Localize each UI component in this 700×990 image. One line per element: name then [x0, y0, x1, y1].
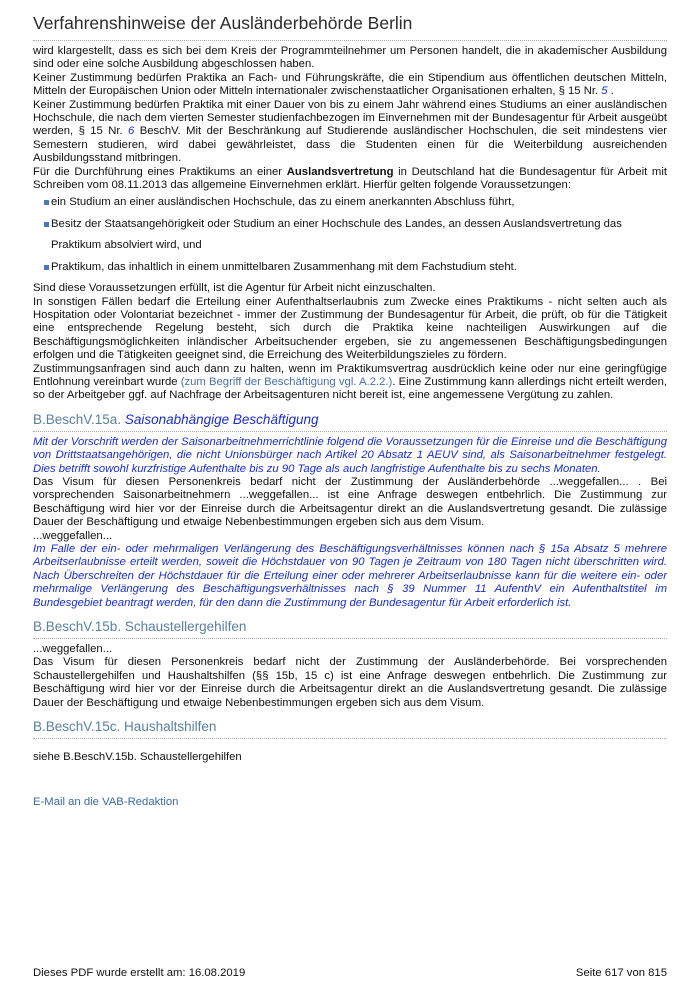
paragraph: wird klargestellt, dass es sich bei dem Kreis der Programmteilnehmer um Personen handelt, die in akademischer Ausbildung sind oder eine solche Ausbildung abgeschlossen haben.: [33, 45, 667, 71]
paragraph: Zustimmungsanfragen sind auch dann zu halten, wenn im Praktikumsvertrag ausdrücklich keine oder nur eine geringfügige Entlohnung vereinbart wurde (zum Begriff der Beschäftigung vgl. A.2.2.). Eine Zustimmung kann allerdings nicht erteilt werden, so der Arbeitgeber ggf. auf Nachfrage der Arbeitsagenturen nicht bereit ist, eine angemessene Vergütung zu zahlen.: [33, 362, 667, 402]
paragraph: Das Visum für diesen Personenkreis bedarf nicht der Zustimmung der Ausländerbehörde. Bei vorsprechenden Schaustellergehilfen und Haushaltshilfen (§§ 15b, 15 c) ist eine Anfrage deswegen entbehrlich. Die Zustimmung zur Beschäftigung wird hier vor der Einreise durch die Arbeitsagentur direkt an die Auslandsvertretung gesandt. Die zulässige Dauer der Beschäftigung und etwaige Nebenbestimmungen ergeben sich aus dem Visum.: [33, 656, 667, 709]
paragraph: Sind diese Voraussetzungen erfüllt, ist die Agentur für Arbeit nicht einzuschalten.: [33, 282, 436, 295]
bullet-icon: [44, 222, 49, 227]
created-date: Dieses PDF wurde erstellt am: 16.08.2019: [33, 967, 246, 979]
paragraph: Im Falle der ein- oder mehrmaligen Verlängerung des Beschäftigungsverhältnisses können nach § 15a Absatz 5 mehrere Arbeitserlaubnisse erteilt werden, soweit die Höchstdauer von 90 Tagen je Zeitraum von 180 Tagen nicht überschritten wird. Nach Überschreiten der Höchstdauer für die Erteilung einer oder mehrerer Arbeitserlaubnisse kann für die weitere ein- oder mehrmalige Verlängerung des Beschäftigungsverhältnisses nach § 39 Nummer 11 AufenthV ein Aufenthaltstitel im Bundesgebiet beantragt werden, für den dann die Zustimmung der Bundesagentur für Arbeit erforderlich ist.: [33, 543, 667, 609]
paragraph: In sonstigen Fällen bedarf die Erteilung einer Aufenthaltserlaubnis zum Zwecke eines Praktikums - nicht selten auch als Hospitation oder Volontariat bezeichnet - immer der Zustimmung der Bundesagentur für Arbeit, die prüft, ob für die Tätigkeit eine entsprechende Regelung besteht, sich durch die Praktika keine nachteiligen Auswirkungen auf die Beschäftigungsmöglichkeiten inländischer Arbeitsuchender ergeben, sie zu angemessenen Beschäftigungsbedingungen erfolgen und die Tätigkeiten geeignet sind, die Erreichung des Weiterbildungszieles zu fördern.: [33, 295, 667, 362]
paragraph: Keiner Zustimmung bedürfen Praktika mit einer Dauer von bis zu einem Jahr während eines Studiums an einer ausländischen Hochschule, die nach dem vierten Semester studienfachbezogen im Einvernehmen mit der Bundesagentur für Arbeit ausgeübt werden, § 15 Nr. 6 BeschV. Mit der Beschränkung auf Studierende ausländischer Hochschulen, die seit mindestens vier Semestern studieren, wird dabei gewährleistet, dass die Studenten einen für die Weiterbildung ausreichenden Ausbildungsstand mitbringen.: [33, 98, 668, 165]
bold-term: Auslandsvertretung: [286, 165, 394, 178]
paragraph: ...weggefallen...: [33, 529, 113, 542]
section-heading-15b: B.BeschV.15b. Schaustellergehilfen: [33, 618, 667, 639]
document-page: [33, 0, 667, 808]
bullet-icon: [44, 200, 49, 205]
list-item: ein Studium an einer ausländischen Hochschule, das zu einem anerkannten Abschluss führt,: [33, 196, 667, 209]
paragraph: Für die Durchführung eines Praktikums an einer Auslandsvertretung in Deutschland hat die Bundesagentur für Arbeit mit Schreiben vom 08.11.2013 das allgemeine Einvernehmen erklärt. Hierfür gelten folgende Voraussetzungen:: [33, 165, 667, 192]
requirements-list: [33, 196, 667, 274]
list-item: Besitz der Staatsangehörigkeit oder Studium an einer Hochschule des Landes, an dessen Auslandsvertretung das Praktikum absolviert wird, und: [33, 218, 667, 253]
bullet-icon: [44, 265, 49, 270]
paragraph: Mit der Vorschrift werden der Saisonarbeitnehmerrichtlinie folgend die Voraussetzungen für die Einreise und die Beschäftigung von Drittstaatsangehörigen, die nicht Unionsbürger nach Artikel 20 Absatz 1 AEUV sind, als Saisonarbeitnehmer festgelegt. Dies betrifft sowohl kurzfristige Aufenthalte bis zu 90 Tage als auch langfristige Aufenthalte bis zu sechs Monaten.: [33, 435, 667, 475]
reference-link[interactable]: 5: [601, 85, 608, 98]
page-number: Seite 617 von 815: [575, 967, 667, 979]
paragraph: siehe B.BeschV.15b. Schaustellergehilfen: [33, 751, 242, 764]
section-heading-15a: B.BeschV.15a. Saisonabhängige Beschäftigung: [33, 411, 667, 432]
section-heading-15c: B.BeschV.15c. Haushaltshilfen: [33, 718, 667, 739]
paragraph: ...weggefallen...: [33, 643, 113, 656]
paragraph: Das Visum für diesen Personenkreis bedarf nicht der Zustimmung der Ausländerbehörde ...weggefallen... . Bei vorsprechenden Saisonarbeitnehmern ...weggefallen... ist eine Anfrage deswegen entbehrlich. Die Zustimmung zur Beschäftigung wird hier vor der Einreise durch die Arbeitsagentur direkt an die Auslandsvertretung gesandt. Die zulässige Dauer der Beschäftigung und etwaige Nebenbestimmungen ergeben sich aus dem Visum.: [33, 475, 667, 529]
reference-link[interactable]: (zum Begriff der Beschäftigung vgl. A.2.2.): [180, 375, 393, 388]
paragraph: Keiner Zustimmung bedürfen Praktika an Fach- und Führungskräfte, die ein Stipendium aus öffentlichen deutschen Mitteln, Mitteln der Europäischen Union oder Mitteln internationaler zwischenstaatlicher Organisationen erhalten, § 15 Nr. 5 .: [33, 71, 667, 98]
list-item: Praktikum, das inhaltlich in einem unmittelbaren Zusammenhang mit dem Fachstudium steht.: [33, 261, 667, 274]
page-footer: [33, 967, 667, 979]
page-title: Verfahrenshinweise der Ausländerbehörde Berlin: [33, 12, 667, 41]
reference-link[interactable]: 6: [128, 125, 135, 138]
email-link[interactable]: E-Mail an die VAB-Redaktion: [33, 796, 179, 809]
